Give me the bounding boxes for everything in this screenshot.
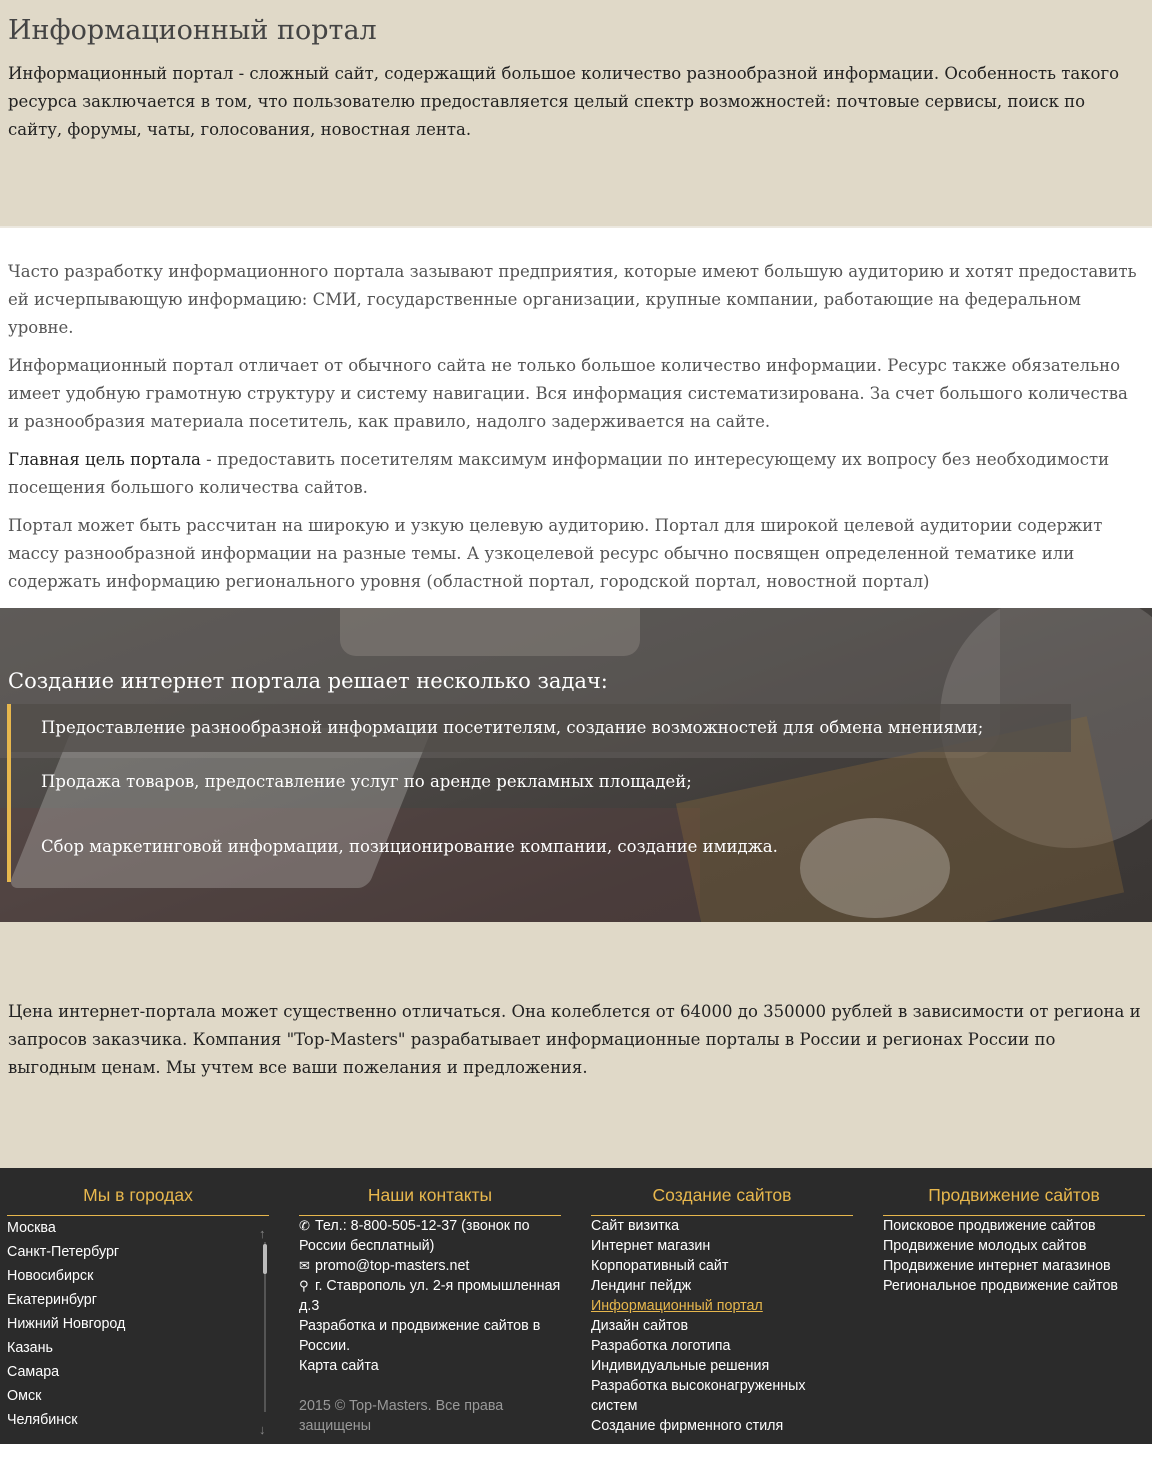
- creation-title: Создание сайтов: [591, 1168, 853, 1216]
- creation-link[interactable]: Сайт визитка: [591, 1218, 680, 1234]
- creation-link[interactable]: Корпоративный сайт: [591, 1258, 729, 1274]
- tasks-list: [7, 704, 1152, 882]
- creation-link[interactable]: Индивидуальные решения: [591, 1358, 770, 1374]
- arrow-up-icon[interactable]: ↑: [259, 1226, 266, 1241]
- footer: [0, 1168, 1152, 1444]
- city-link[interactable]: Челябинск: [7, 1412, 78, 1424]
- intro-section: [0, 0, 1152, 228]
- phone-icon: ✆: [299, 1218, 310, 1233]
- cities-list[interactable]: [7, 1216, 269, 1424]
- promotion-link[interactable]: Региональное продвижение сайтов: [883, 1278, 1119, 1294]
- city-link[interactable]: Нижний Новгород: [7, 1316, 126, 1332]
- about-paragraph-1: Часто разработку информационного портала зазывают предприятия, которые имеют большую аудиторию и хотят предоставить ей исчерпывающую информацию: СМИ, государственные организации, крупные компании, работающие на федеральном уровне.: [8, 262, 1137, 337]
- scrollbar-thumb[interactable]: [263, 1244, 267, 1274]
- contacts-list: [299, 1216, 561, 1376]
- footer-contacts: [299, 1168, 561, 1444]
- tasks-section: [0, 608, 1152, 922]
- cities-scrollbar[interactable]: [261, 1228, 269, 1436]
- footer-cities: [7, 1168, 269, 1444]
- map-marker-icon: ⚲: [299, 1278, 309, 1293]
- city-link[interactable]: Самара: [7, 1364, 60, 1380]
- footer-creation: [591, 1168, 853, 1444]
- about-section: [0, 228, 1152, 608]
- promotion-link[interactable]: Продвижение интернет магазинов: [883, 1258, 1111, 1274]
- creation-link[interactable]: Лендинг пейдж: [591, 1278, 692, 1294]
- about-paragraph-4: Портал может быть рассчитан на широкую и узкую целевую аудиторию. Портал для широкой целевой аудитории содержит массу разнообразной информации на разные темы. А узкоцелевой ресурс обычно посвящен определенной тематике или содержать информацию регионального уровня (областной портал, городской портал, новостной портал): [8, 516, 1103, 591]
- creation-link[interactable]: Разработка высоконагруженных систем: [591, 1378, 806, 1414]
- contact-phone[interactable]: [299, 1216, 561, 1256]
- city-link[interactable]: Санкт-Петербург: [7, 1244, 120, 1260]
- creation-link[interactable]: Дизайн сайтов: [591, 1318, 689, 1334]
- promotion-title: Продвижение сайтов: [883, 1168, 1145, 1216]
- about-paragraph-3: [8, 446, 1144, 502]
- email-text: promo@top-masters.net: [315, 1258, 470, 1274]
- page-title: Информационный портал: [8, 15, 377, 46]
- contact-slogan: Разработка и продвижение сайтов в России.: [299, 1318, 541, 1354]
- tasks-title: Создание интернет портала решает несколько задач:: [8, 669, 608, 693]
- promotion-list: [883, 1216, 1145, 1296]
- address-text: г. Ставрополь ул. 2-я промышленная д.3: [299, 1278, 561, 1314]
- promotion-link[interactable]: Поисковое продвижение сайтов: [883, 1218, 1096, 1234]
- sitemap-link[interactable]: Карта сайта: [299, 1358, 379, 1374]
- copyright: 2015 © Top-Masters. Все права защищены: [299, 1398, 504, 1434]
- creation-link-active[interactable]: Информационный портал: [591, 1298, 763, 1314]
- creation-list: [591, 1216, 853, 1436]
- city-link[interactable]: Омск: [7, 1388, 42, 1404]
- phone-text: Тел.: 8-800-505-12-37 (звонок по России бесплатный): [299, 1218, 530, 1254]
- price-text: Цена интернет-портала может существенно отличаться. Она колеблется от 64000 до 350000 рублей в зависимости от региона и запросов заказчика. Компания "Top-Masters" разрабатывает информационные порталы в России и регионах России по выгодным ценам. Мы учтем все ваши пожелания и предложения.: [8, 1002, 1141, 1077]
- creation-link[interactable]: Создание фирменного стиля: [591, 1418, 784, 1434]
- city-link[interactable]: Новосибирск: [7, 1268, 94, 1284]
- task-item: Сбор маркетинговой информации, позиционирование компании, создание имиджа.: [41, 837, 778, 856]
- cities-title: Мы в городах: [7, 1168, 269, 1216]
- contacts-title: Наши контакты: [299, 1168, 561, 1216]
- arrow-down-icon[interactable]: ↓: [259, 1422, 266, 1437]
- footer-promotion: [883, 1168, 1145, 1444]
- creation-link[interactable]: Разработка логотипа: [591, 1338, 731, 1354]
- main-goal-text: - предоставить посетителям максимум информации по интересующему их вопросу без необходимости посещения большого количества сайтов.: [8, 450, 1110, 497]
- task-item: Продажа товаров, предоставление услуг по аренде рекламных площадей;: [41, 772, 692, 791]
- city-link[interactable]: Москва: [7, 1220, 56, 1236]
- price-section: [0, 922, 1152, 1168]
- city-link[interactable]: Екатеринбург: [7, 1292, 97, 1308]
- envelope-icon: ✉: [299, 1258, 310, 1273]
- contact-address: [299, 1276, 561, 1316]
- intro-text: Информационный портал - сложный сайт, содержащий большое количество разнообразной информации. Особенность такого ресурса заключается в том, что пользователю предоставляется целый спектр возможностей: почтовые сервисы, поиск по сайту, форумы, чаты, голосования, новостная лента.: [8, 64, 1120, 139]
- promotion-link[interactable]: Продвижение молодых сайтов: [883, 1238, 1087, 1254]
- contact-email[interactable]: [299, 1256, 561, 1276]
- task-item: Предоставление разнообразной информации посетителям, создание возможностей для обмена мнениями;: [11, 704, 1071, 752]
- creation-link[interactable]: Интернет магазин: [591, 1238, 711, 1254]
- about-paragraph-2: Информационный портал отличает от обычного сайта не только большое количество информации. Ресурс также обязательно имеет удобную грамотную структуру и систему навигации. Вся информация систематизирована. За счет большого количества и разнообразия материала посетитель, как правило, надолго задерживается на сайте.: [8, 356, 1128, 431]
- main-goal-label: Главная цель портала: [8, 450, 201, 469]
- city-link[interactable]: Казань: [7, 1340, 53, 1356]
